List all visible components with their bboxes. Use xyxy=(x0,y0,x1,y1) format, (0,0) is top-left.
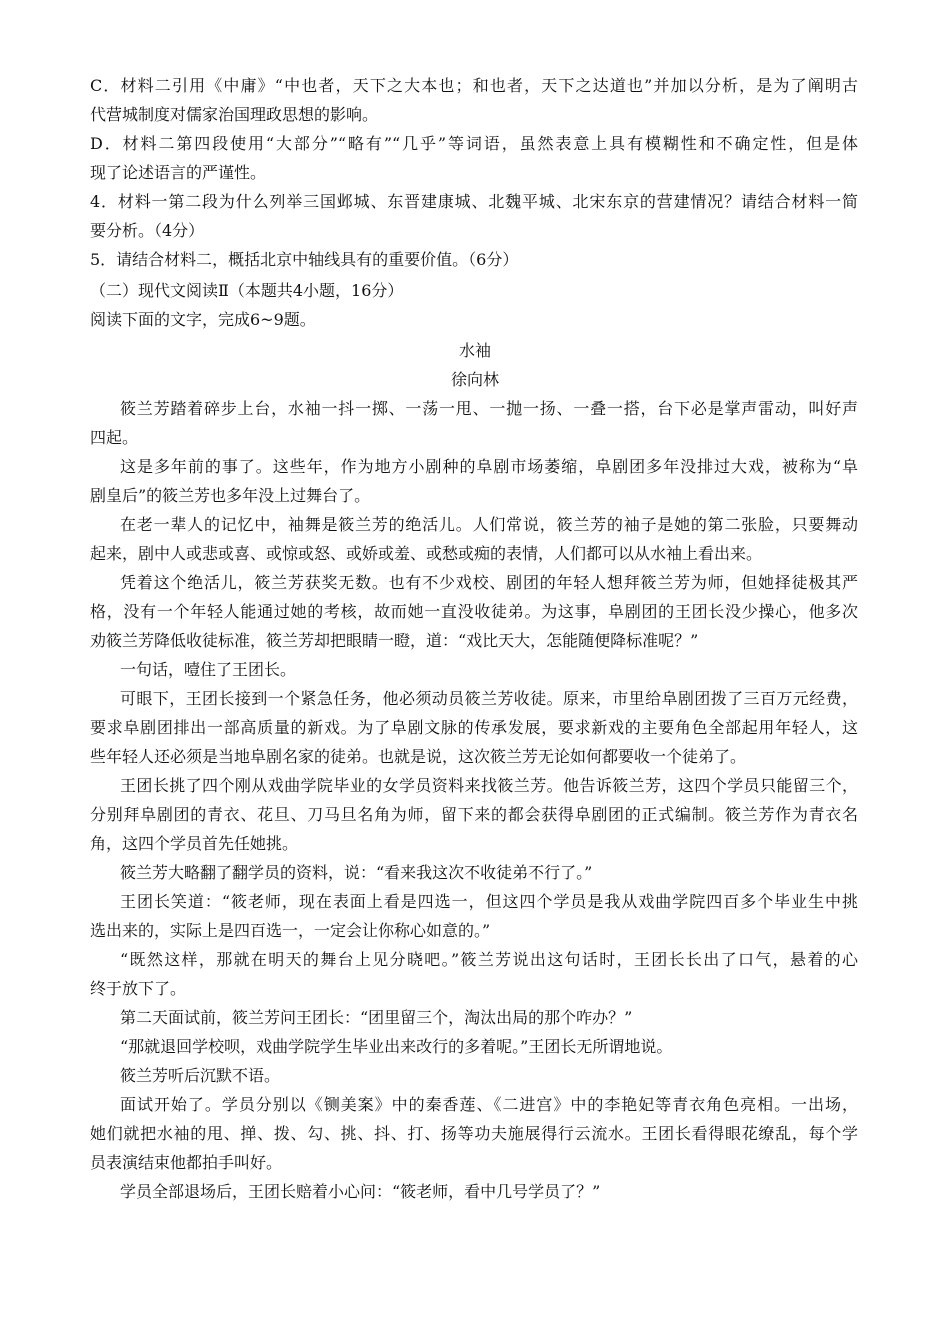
story-line: 王团长笑道：“筱老师，现在表面上看是四选一，但这四个学员是我从戏曲学院四百多个毕业生中挑 xyxy=(120,892,858,911)
story-line: 选出来的，实际上是四百选一，一定会让你称心如意的。” xyxy=(90,921,491,940)
question-5: 5．请结合材料二，概括北京中轴线具有的重要价值。（6分） xyxy=(90,250,519,269)
question-3d-line-2: 现了论述语言的严谨性。 xyxy=(90,163,267,182)
story-line: 员表演结束他都拍手叫好。 xyxy=(90,1153,283,1172)
story-line: “既然这样，那就在明天的舞台上见分晓吧。”筱兰芳说出这句话时，王团长长出了口气，悬着的心 xyxy=(120,950,858,969)
story-line: 终于放下了。 xyxy=(90,979,187,998)
story-title: 水袖 xyxy=(458,341,491,360)
story-line: 可眼下，王团长接到一个紧急任务，他必须动员筱兰芳收徒。原来，市里给阜剧团拨了三百万元经费， xyxy=(120,689,858,708)
story-line: 分别拜阜剧团的青衣、花旦、刀马旦名角为师，留下来的都会获得阜剧团的正式编制。筱兰芳作为青衣名 xyxy=(90,805,858,824)
story-author: 徐向林 xyxy=(450,370,499,389)
story-line: 学员全部退场后，王团长赔着小心问：“筱老师，看中几号学员了？” xyxy=(120,1182,601,1201)
story-line: 四起。 xyxy=(90,428,139,447)
story-line: 在老一辈人的记忆中，袖舞是筱兰芳的绝活儿。人们常说，筱兰芳的袖子是她的第二张脸，只要舞动 xyxy=(120,515,858,534)
story-line: 劝筱兰芳降低收徒标准，筱兰芳却把眼睛一瞪，道：“戏比天大，怎能随便降标准呢？” xyxy=(90,631,699,650)
question-3d-line-1: D．材料二第四段使用“大部分”“略有”“几乎”等词语，虽然表意上具有模糊性和不确定性，但是体 xyxy=(90,134,858,153)
question-3c-line-2: 代营城制度对儒家治国理政思想的影响。 xyxy=(90,105,379,124)
story-line: 剧皇后”的筱兰芳也多年没上过舞台了。 xyxy=(90,486,371,505)
story-line: 筱兰芳听后沉默不语。 xyxy=(120,1066,281,1085)
story-line: 面试开始了。学员分别以《铡美案》中的秦香莲、《二进宫》中的李艳妃等青衣角色亮相。一出场， xyxy=(120,1095,858,1114)
story-line: 一句话，噎住了王团长。 xyxy=(120,660,297,679)
story-line: 起来，剧中人或悲或喜、或惊或怒、或娇或羞、或愁或痴的表情，人们都可以从水袖上看出来。 xyxy=(90,544,763,563)
section-instruction: 阅读下面的文字，完成6~9题。 xyxy=(90,310,316,329)
story-line: 王团长挑了四个刚从戏曲学院毕业的女学员资料来找筱兰芳。他告诉筱兰芳，这四个学员只能留三个， xyxy=(120,776,858,795)
question-3c-line-1: C．材料二引用《中庸》“中也者，天下之大本也；和也者，天下之达道也”并加以分析，是为了阐明古 xyxy=(90,76,858,95)
story-line: 她们就把水袖的甩、掸、拨、勾、挑、抖、打、扬等功夫施展得行云流水。王团长看得眼花缭乱，每个学 xyxy=(90,1124,858,1143)
story-line: 凭着这个绝活儿，筱兰芳获奖无数。也有不少戏校、剧团的年轻人想拜筱兰芳为师，但她择徒极其严 xyxy=(120,573,858,592)
story-line: 要求阜剧团排出一部高质量的新戏。为了阜剧文脉的传承发展，要求新戏的主要角色全部起用年轻人，这 xyxy=(90,718,858,737)
story-line: 第二天面试前，筱兰芳问王团长：“团里留三个，淘汰出局的那个咋办？” xyxy=(120,1008,633,1027)
story-line: “那就退回学校呗，戏曲学院学生毕业出来改行的多着呢。”王团长无所谓地说。 xyxy=(120,1037,673,1056)
story-line: 筱兰芳踏着碎步上台，水袖一抖一掷、一荡一甩、一抛一扬、一叠一搭，台下必是掌声雷动，叫好声 xyxy=(120,399,858,418)
story-line: 筱兰芳大略翻了翻学员的资料，说：“看来我这次不收徒弟不行了。” xyxy=(120,863,593,882)
question-4-line-1: 4．材料一第二段为什么列举三国邺城、东晋建康城、北魏平城、北宋东京的营建情况？请结合材料一简 xyxy=(90,192,858,211)
story-line: 这是多年前的事了。这些年，作为地方小剧种的阜剧市场萎缩，阜剧团多年没排过大戏，被称为“阜 xyxy=(120,457,858,476)
story-line: 格，没有一个年轻人能通过她的考核，故而她一直没收徒弟。为这事，阜剧团的王团长没少操心，他多次 xyxy=(90,602,858,621)
question-4-line-2: 要分析。（4分） xyxy=(90,221,205,240)
story-line: 角，这四个学员首先任她挑。 xyxy=(90,834,299,853)
section-heading: （二）现代文阅读Ⅱ（本题共4小题，16分） xyxy=(90,281,404,300)
story-line: 些年轻人还必须是当地阜剧名家的徒弟。也就是说，这次筱兰芳无论如何都要收一个徒弟了。 xyxy=(90,747,747,766)
